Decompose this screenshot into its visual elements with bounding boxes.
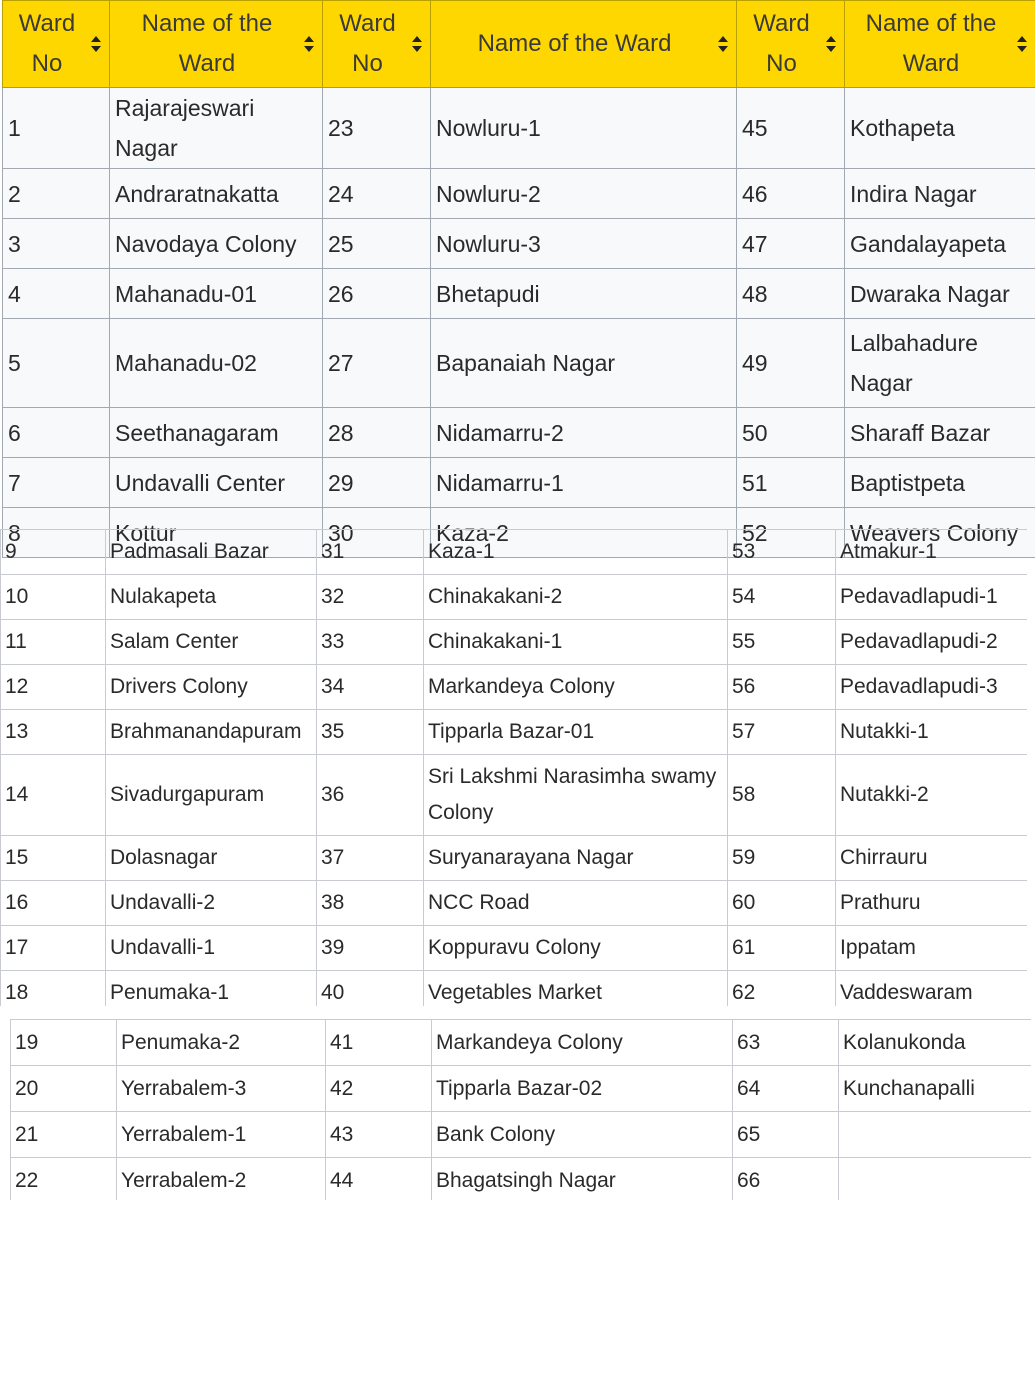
ward-no-cell: 11 — [1, 620, 106, 665]
ward-name-cell: Atmakur-1 — [836, 530, 1028, 575]
ward-name-cell: Bank Colony — [432, 1112, 733, 1158]
table-row — [11, 1158, 1032, 1201]
ward-no-cell: 50 — [737, 408, 845, 458]
table-row — [3, 88, 1035, 169]
ward-name-cell: Seethanagaram — [110, 408, 323, 458]
ward-no-cell: 43 — [326, 1112, 432, 1158]
ward-no-cell: 12 — [1, 665, 106, 710]
ward-name-cell: Dolasnagar — [106, 836, 317, 881]
ward-name-cell: NCC Road — [424, 881, 728, 926]
table-row — [1, 710, 1028, 755]
ward-name-cell: Rajarajeswari Nagar — [110, 88, 323, 169]
ward-no-cell: 62 — [728, 971, 836, 1007]
ward-name-cell: Kottur — [110, 508, 323, 558]
ward-name-cell: Yerrabalem-3 — [117, 1066, 326, 1112]
ward-no-cell: 4 — [3, 269, 110, 319]
ward-no-cell: 13 — [1, 710, 106, 755]
ward-no-cell: 14 — [1, 755, 106, 836]
ward-no-cell: 64 — [733, 1066, 839, 1112]
ward-name-cell: Undavalli-2 — [106, 881, 317, 926]
sort-arrows-icon[interactable] — [412, 36, 422, 52]
table-row — [1, 575, 1028, 620]
ward-no-cell: 3 — [3, 219, 110, 269]
ward-name-cell: Nowluru-1 — [431, 88, 737, 169]
table-row — [3, 269, 1035, 319]
sortable-header-ward-name-3[interactable] — [845, 1, 1035, 88]
ward-name-cell: Padmasali Bazar — [106, 530, 317, 575]
ward-no-cell: 33 — [317, 620, 424, 665]
ward-name-cell: Markandeya Colony — [432, 1020, 733, 1066]
ward-name-cell: Kolanukonda — [839, 1020, 1032, 1066]
sort-arrows-icon[interactable] — [1017, 36, 1027, 52]
ward-no-cell: 53 — [728, 530, 836, 575]
ward-no-cell: 58 — [728, 755, 836, 836]
table-row — [1, 755, 1028, 836]
ward-name-cell: Tipparla Bazar-01 — [424, 710, 728, 755]
ward-no-cell: 26 — [323, 269, 431, 319]
ward-name-cell: Sharaff Bazar — [845, 408, 1035, 458]
table-row — [1, 881, 1028, 926]
ward-no-cell: 45 — [737, 88, 845, 169]
ward-name-cell: Tipparla Bazar-02 — [432, 1066, 733, 1112]
ward-no-cell: 6 — [3, 408, 110, 458]
ward-name-cell: Kunchanapalli — [839, 1066, 1032, 1112]
ward-no-cell: 63 — [733, 1020, 839, 1066]
ward-name-cell — [839, 1158, 1032, 1201]
header-label: Ward No — [339, 10, 396, 77]
ward-name-cell: Yerrabalem-2 — [117, 1158, 326, 1201]
ward-name-cell: Drivers Colony — [106, 665, 317, 710]
ward-name-cell: Gandalayapeta — [845, 219, 1035, 269]
ward-no-cell: 37 — [317, 836, 424, 881]
ward-no-cell: 60 — [728, 881, 836, 926]
ward-table-1 — [2, 0, 1035, 558]
ward-no-cell: 52 — [737, 508, 845, 558]
ward-name-cell: Kaza-1 — [424, 530, 728, 575]
table-row — [11, 1112, 1032, 1158]
header-label: Name of the Ward — [865, 10, 997, 77]
ward-name-cell: Chinakakani-2 — [424, 575, 728, 620]
ward-no-cell: 21 — [11, 1112, 117, 1158]
table-row — [1, 926, 1028, 971]
ward-no-cell: 24 — [323, 169, 431, 219]
ward-name-cell: Weavers Colony — [845, 508, 1035, 558]
ward-name-cell: Nutakki-2 — [836, 755, 1028, 836]
table-row — [1, 836, 1028, 881]
ward-no-cell: 34 — [317, 665, 424, 710]
ward-no-cell: 30 — [323, 508, 431, 558]
ward-no-cell: 66 — [733, 1158, 839, 1201]
ward-no-cell: 5 — [3, 319, 110, 408]
table-row — [1, 665, 1028, 710]
ward-name-cell: Nutakki-1 — [836, 710, 1028, 755]
ward-name-cell: Bhetapudi — [431, 269, 737, 319]
ward-no-cell: 57 — [728, 710, 836, 755]
ward-no-cell: 15 — [1, 836, 106, 881]
ward-name-cell: Chinakakani-1 — [424, 620, 728, 665]
ward-name-cell: Brahmanandapuram — [106, 710, 317, 755]
ward-no-cell: 9 — [1, 530, 106, 575]
ward-name-cell: Chirrauru — [836, 836, 1028, 881]
ward-no-cell: 59 — [728, 836, 836, 881]
table-row — [3, 408, 1035, 458]
ward-name-cell: Kaza-2 — [431, 508, 737, 558]
ward-name-cell: Salam Center — [106, 620, 317, 665]
ward-name-cell: Penumaka-1 — [106, 971, 317, 1007]
ward-no-cell: 40 — [317, 971, 424, 1007]
ward-no-cell: 44 — [326, 1158, 432, 1201]
ward-no-cell: 42 — [326, 1066, 432, 1112]
ward-name-cell: Baptistpeta — [845, 458, 1035, 508]
sort-arrows-icon[interactable] — [718, 36, 728, 52]
table-row — [1, 530, 1028, 575]
ward-name-cell: Andraratnakatta — [110, 169, 323, 219]
ward-no-cell: 27 — [323, 319, 431, 408]
table-row — [3, 219, 1035, 269]
ward-name-cell: Nowluru-3 — [431, 219, 737, 269]
ward-name-cell: Vaddeswaram — [836, 971, 1028, 1007]
ward-no-cell: 1 — [3, 88, 110, 169]
ward-name-cell: Nowluru-2 — [431, 169, 737, 219]
ward-name-cell: Ippatam — [836, 926, 1028, 971]
ward-no-cell: 51 — [737, 458, 845, 508]
ward-no-cell: 35 — [317, 710, 424, 755]
ward-no-cell: 25 — [323, 219, 431, 269]
ward-name-cell: Nidamarru-2 — [431, 408, 737, 458]
ward-no-cell: 31 — [317, 530, 424, 575]
ward-name-cell: Kothapeta — [845, 88, 1035, 169]
sortable-header-ward-name-1[interactable] — [110, 1, 323, 88]
ward-no-cell: 7 — [3, 458, 110, 508]
ward-table-3 — [10, 1019, 1031, 1200]
ward-name-cell: Mahanadu-02 — [110, 319, 323, 408]
ward-no-cell: 18 — [1, 971, 106, 1007]
ward-name-cell: Vegetables Market — [424, 971, 728, 1007]
sortable-header-ward-no-2[interactable] — [323, 1, 431, 88]
ward-no-cell: 41 — [326, 1020, 432, 1066]
ward-name-cell: Indira Nagar — [845, 169, 1035, 219]
ward-no-cell: 47 — [737, 219, 845, 269]
ward-no-cell: 17 — [1, 926, 106, 971]
ward-table-2-body — [1, 530, 1028, 1007]
ward-no-cell: 48 — [737, 269, 845, 319]
header-label: Ward No — [18, 10, 76, 77]
ward-name-cell: Penumaka-2 — [117, 1020, 326, 1066]
table-row — [1, 971, 1028, 1007]
table-row — [1, 620, 1028, 665]
ward-name-cell: Sri Lakshmi Narasimha swamy Colony — [424, 755, 728, 836]
header-label: Name of the Ward — [477, 30, 672, 57]
ward-no-cell: 46 — [737, 169, 845, 219]
sortable-header-ward-no-1[interactable] — [3, 1, 110, 88]
table-row — [11, 1020, 1032, 1066]
ward-name-cell: Yerrabalem-1 — [117, 1112, 326, 1158]
ward-name-cell: Bapanaiah Nagar — [431, 319, 737, 408]
ward-table-part-3 — [10, 1019, 1031, 1200]
ward-name-cell — [839, 1112, 1032, 1158]
ward-name-cell: Lalbahadure Nagar — [845, 319, 1035, 408]
ward-name-cell: Pedavadlapudi-2 — [836, 620, 1028, 665]
ward-table-3-body — [11, 1020, 1032, 1201]
ward-name-cell: Sivadurgapuram — [106, 755, 317, 836]
ward-no-cell: 23 — [323, 88, 431, 169]
ward-table-1-body — [3, 88, 1035, 558]
ward-no-cell: 20 — [11, 1066, 117, 1112]
ward-no-cell: 22 — [11, 1158, 117, 1201]
ward-no-cell: 16 — [1, 881, 106, 926]
ward-no-cell: 56 — [728, 665, 836, 710]
ward-no-cell: 49 — [737, 319, 845, 408]
ward-name-cell: Prathuru — [836, 881, 1028, 926]
sort-arrows-icon[interactable] — [826, 36, 836, 52]
header-label: Name of the Ward — [141, 10, 273, 77]
ward-no-cell: 10 — [1, 575, 106, 620]
ward-table-part-2 — [0, 529, 1027, 1006]
ward-no-cell: 65 — [733, 1112, 839, 1158]
ward-name-cell: Nidamarru-1 — [431, 458, 737, 508]
ward-name-cell: Dwaraka Nagar — [845, 269, 1035, 319]
ward-table-2 — [0, 529, 1027, 1006]
sort-arrows-icon[interactable] — [304, 36, 314, 52]
ward-name-cell: Suryanarayana Nagar — [424, 836, 728, 881]
ward-name-cell: Mahanadu-01 — [110, 269, 323, 319]
ward-no-cell: 36 — [317, 755, 424, 836]
ward-name-cell: Pedavadlapudi-3 — [836, 665, 1028, 710]
ward-name-cell: Undavalli Center — [110, 458, 323, 508]
ward-no-cell: 39 — [317, 926, 424, 971]
ward-name-cell: Undavalli-1 — [106, 926, 317, 971]
ward-name-cell: Koppuravu Colony — [424, 926, 728, 971]
ward-no-cell: 29 — [323, 458, 431, 508]
sortable-header-ward-no-3[interactable] — [737, 1, 845, 88]
ward-no-cell: 61 — [728, 926, 836, 971]
table-row — [3, 319, 1035, 408]
ward-name-cell: Markandeya Colony — [424, 665, 728, 710]
sortable-header-ward-name-2[interactable] — [431, 1, 737, 88]
table-row — [11, 1066, 1032, 1112]
ward-no-cell: 54 — [728, 575, 836, 620]
header-row — [3, 1, 1035, 88]
table-row — [3, 458, 1035, 508]
ward-no-cell: 8 — [3, 508, 110, 558]
ward-name-cell: Nulakapeta — [106, 575, 317, 620]
ward-no-cell: 19 — [11, 1020, 117, 1066]
ward-no-cell: 28 — [323, 408, 431, 458]
ward-no-cell: 32 — [317, 575, 424, 620]
ward-name-cell: Navodaya Colony — [110, 219, 323, 269]
table-row — [3, 169, 1035, 219]
ward-no-cell: 55 — [728, 620, 836, 665]
ward-table-part-1 — [2, 0, 1035, 558]
ward-name-cell: Pedavadlapudi-1 — [836, 575, 1028, 620]
header-label: Ward No — [753, 10, 810, 77]
ward-no-cell: 2 — [3, 169, 110, 219]
ward-name-cell: Bhagatsingh Nagar — [432, 1158, 733, 1201]
sort-arrows-icon[interactable] — [91, 36, 101, 52]
ward-no-cell: 38 — [317, 881, 424, 926]
